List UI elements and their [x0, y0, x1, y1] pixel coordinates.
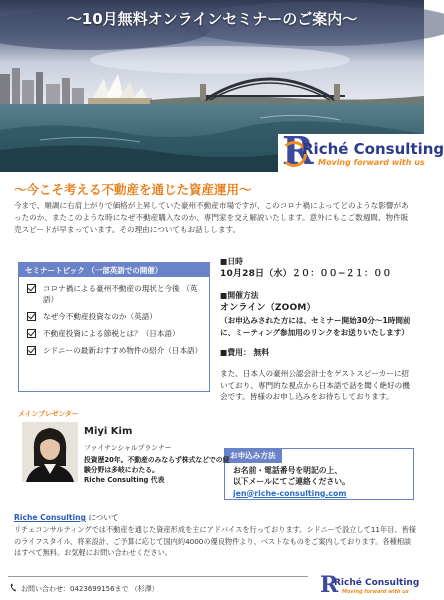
- about-suffix: について: [85, 513, 119, 522]
- apply-line-1: お名前・電話番号を明記の上、: [233, 466, 343, 475]
- footer-logo-tagline: Moving forward with us: [342, 589, 409, 595]
- fee-label: ■費用：: [220, 348, 251, 358]
- method-label: ■開催方法: [220, 291, 259, 301]
- method-value: オンライン（ZOOM）: [220, 302, 316, 313]
- checkbox-icon: [27, 329, 36, 338]
- logo-mark: R: [282, 128, 314, 173]
- apply-line-2: 以下メールにてご連絡ください。: [233, 477, 350, 487]
- brand-logo: [278, 128, 444, 173]
- fee-row: [220, 347, 416, 359]
- phone-icon: [10, 583, 17, 592]
- topic-item: [25, 311, 203, 322]
- contact-text: お問い合わせ：0423699156まで （杉澤）: [21, 585, 159, 593]
- topic-item: [25, 328, 203, 339]
- page-title: 〜10月無料オンラインセミナーのご案内〜: [66, 10, 358, 28]
- topic-label: 不動産投資による節税とは？（日本語）: [43, 329, 180, 338]
- topic-label: なぜ今不動産投資なのか（英語）: [43, 312, 157, 321]
- topic-item: [25, 345, 203, 356]
- presenter-bio: [84, 455, 234, 486]
- footer-logo: [318, 572, 420, 598]
- date-value: 10月28日（水）２０：００−２１：００: [220, 268, 392, 279]
- topic-item: [25, 283, 203, 305]
- apply-email-link[interactable]: jen@riche-consulting.com: [233, 488, 347, 498]
- checkbox-icon: [27, 284, 36, 293]
- topic-label: コロナ禍による豪州不動産の現状と今後 （英語）: [43, 284, 198, 304]
- method-note: （お申込みされた方には、セミナー開始30分〜1時間前に、ミーティング参加用のリンクをお送りいたします）: [220, 316, 411, 337]
- presenter-description: 投資歴20年。不動産のみならず株式などでの経験分野は多岐にわたる。: [84, 456, 230, 475]
- footer-logo-name: Riché Consulting: [334, 578, 420, 588]
- topic-label: シドニーの最新おすすめ物件の紹介（日本語）: [43, 346, 203, 355]
- checkbox-icon: [27, 346, 36, 355]
- schedule-column: [220, 256, 416, 403]
- apply-instructions: [233, 465, 350, 499]
- presenter-portrait: [22, 422, 78, 482]
- about-brand: Riche Consulting: [14, 513, 86, 522]
- footer-divider: [8, 576, 308, 577]
- seminar-subtitle: 〜今こそ考える不動産を通じた資産運用〜: [14, 182, 252, 197]
- apply-box: [224, 448, 414, 500]
- presenter-photo: [22, 422, 78, 482]
- footer-logo-mark: R: [320, 572, 339, 598]
- fee-value: 無料: [253, 348, 270, 358]
- about-heading: [14, 512, 119, 523]
- apply-heading: お申込み方法: [224, 448, 282, 463]
- contact-info: [10, 583, 159, 594]
- presenter-label: メインプレゼンター: [18, 410, 79, 418]
- presenter-company: Riche Consulting 代表: [84, 476, 165, 485]
- logo-tagline: Moving forward with us: [318, 158, 425, 167]
- intro-paragraph: 今まで、順調に右肩上がりで価格が上昇していた豪州不動産市場ですが、このコロナ禍によってどのような影響があったのか、またこのような時になぜ不動産購入なのか、専門家を交え解説いたします。意外にもこご数週間、物件販売スピードが早まっています。その理由についてもお話しします。: [14, 201, 409, 234]
- guest-note: また、日本人の豪州公認会計士をゲストスピーカーに招いており、専門的な視点から日本語で話を聞く絶好の機会です。皆様のお申し込みをお待ちしております。: [220, 368, 410, 402]
- presenter-name: Miyi Kim: [84, 426, 133, 437]
- topics-box: [18, 262, 210, 392]
- presenter-role: ファイナンシャルプランナー: [84, 444, 172, 452]
- checkbox-icon: [27, 312, 36, 321]
- topics-heading: セミナートピック （一部英語での開催）: [19, 263, 209, 277]
- logo-name: Riché Consulting: [302, 140, 444, 158]
- about-paragraph: リチェコンサルティングでは不動産を通じた資産形成を主にアドバイスを行っております。シドニーで設立して11年目、皆様のライフスタイル、将来設計、ご予算に応じて国内約4000の優良物件より、ベストなものをご案内しております。各種相談はすべて無料。お気軽にお問い合わせください。: [14, 525, 416, 558]
- date-label: ■日時: [220, 257, 243, 266]
